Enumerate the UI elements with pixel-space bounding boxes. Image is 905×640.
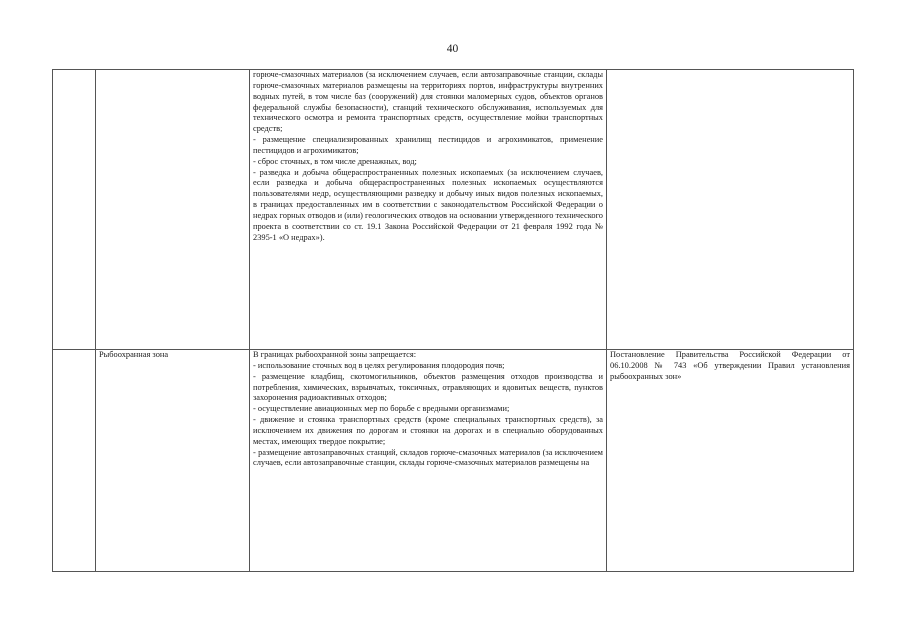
restrictions-cell [250, 350, 607, 572]
table-row [53, 350, 854, 572]
table-row [53, 70, 854, 350]
zone-name-cell [96, 70, 250, 350]
restriction-paragraph: - размещение кладбищ, скотомогильников, объектов размещения отходов производства и потребления, химических, взрывчатых, токсичных, отравляющих и ядовитых веществ, пунктов захоронения радиоактивных отходов; [253, 371, 603, 403]
restriction-paragraph: - разведка и добыча общераспространенных полезных ископаемых (за исключением случаев, если разведка и добыча общераспространенных полезных ископаемых осуществляются пользователями недр, осуществляющими разведку и добычу иных видов полезных ископаемых, в границах предоставленных им в соответствии с законодательством Российской Федерации о недрах горных отводов и (или) геологических отводов на основании утвержденного технического проекта в соответствии со ст. 19.1 Закона Российской Федерации от 21 февраля 1992 года № 2395-1 «О недрах»). [253, 167, 603, 242]
row-number-cell [53, 70, 96, 350]
restrictions-table [52, 69, 854, 572]
restriction-paragraph: горюче-смазочных материалов (за исключением случаев, если автозаправочные станции, склады горюче-смазочных материалов размещены на территориях портов, инфраструктуры внутренних водных путей, в том числе баз (сооружений) для стоянки маломерных судов, объектов органов федеральной службы безопасности), станций технического обслуживания, используемых для технического осмотра и ремонта транспортных средств, осуществление мойки транспортных средств; [253, 70, 603, 134]
restriction-paragraph: - осуществление авиационных мер по борьбе с вредными организмами; [253, 404, 510, 414]
zone-name-cell: Рыбоохранная зона [96, 350, 250, 572]
legal-basis-text: Постановление Правительства Российской Федерации от 06.10.2008 № 743 «Об утверждении Правил установления рыбоохранных зон» [610, 350, 850, 381]
page-number: 40 [446, 43, 459, 55]
restriction-paragraph: - размещение специализированных хранилищ пестицидов и агрохимикатов, применение пестицидов и агрохимикатов; [253, 135, 603, 155]
restrictions-cell [250, 70, 607, 350]
restriction-paragraph: В границах рыбоохранной зоны запрещается: [253, 350, 417, 359]
legal-basis-cell [607, 70, 854, 350]
restriction-paragraph: - сброс сточных, в том числе дренажных, вод; [253, 156, 417, 166]
legal-basis-cell [607, 350, 854, 572]
row-number-cell [53, 350, 96, 572]
restriction-paragraph: - размещение автозаправочных станций, складов горюче-смазочных материалов (за исключением случаев, если автозаправочные станции, склады горюче-смазочных материалов размещены на [253, 447, 603, 468]
restriction-paragraph: - использование сточных вод в целях регулирования плодородия почв; [253, 360, 505, 370]
restriction-paragraph: - движение и стоянка транспортных средств (кроме специальных транспортных средств), за исключением их движения по дорогам и стоянки на дорогах и в специально оборудованных местах, имеющих твердое покрытие; [253, 415, 603, 446]
